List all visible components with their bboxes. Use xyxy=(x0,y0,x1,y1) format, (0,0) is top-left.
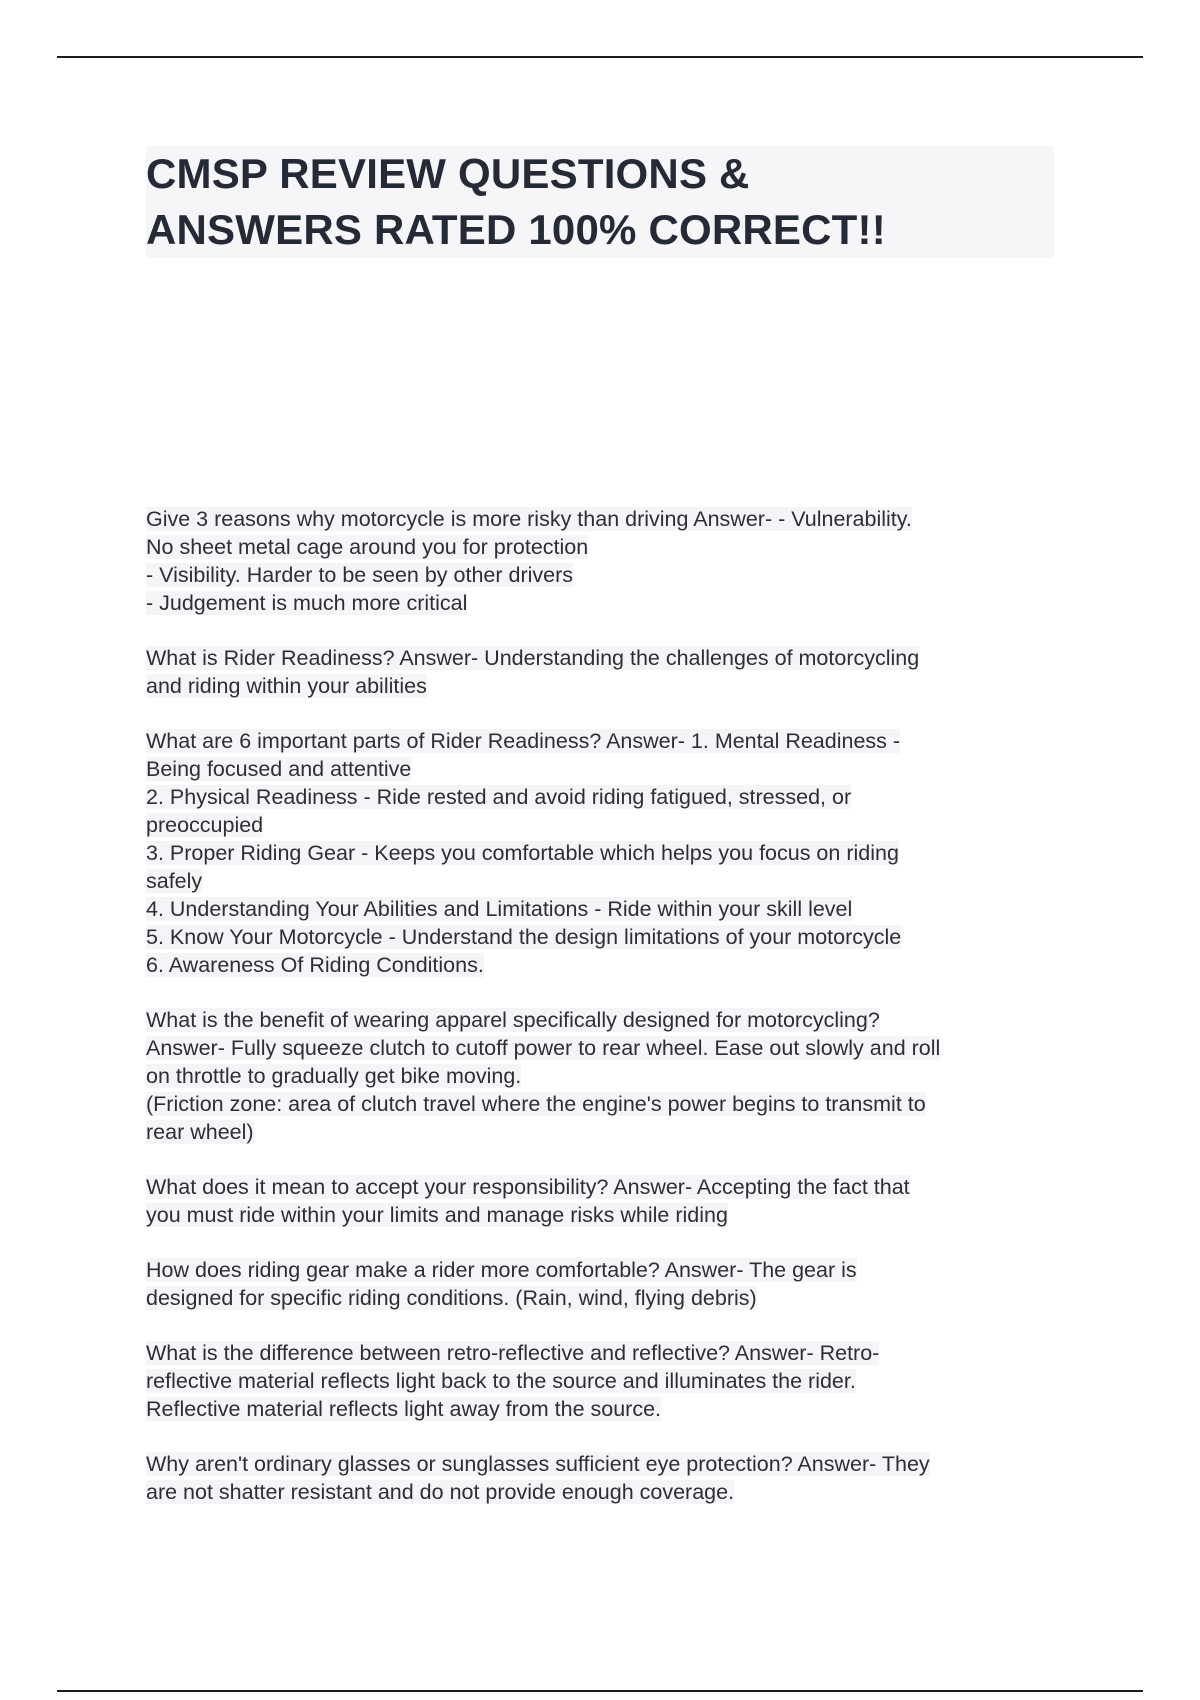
qa-item xyxy=(146,1173,1046,1229)
qa-line: Reflective material reflects light away from the source. xyxy=(146,1397,662,1421)
qa-line: 6. Awareness Of Riding Conditions. xyxy=(146,953,484,977)
qa-line: on throttle to gradually get bike moving. xyxy=(146,1064,522,1088)
qa-item xyxy=(146,727,1046,979)
qa-line: and riding within your abilities xyxy=(146,674,427,698)
qa-line: What is the benefit of wearing apparel specifically designed for motorcycling? xyxy=(146,1008,880,1032)
qa-item xyxy=(146,644,1046,700)
qa-line: 2. Physical Readiness - Ride rested and avoid riding fatigued, stressed, or xyxy=(146,785,852,809)
qa-line: reflective material reflects light back to the source and illuminates the rider. xyxy=(146,1369,856,1393)
qa-line: are not shatter resistant and do not provide enough coverage. xyxy=(146,1480,735,1504)
qa-line: Why aren't ordinary glasses or sunglasses sufficient eye protection? Answer- They xyxy=(146,1452,930,1476)
top-rule xyxy=(57,56,1143,58)
qa-line: - Visibility. Harder to be seen by other drivers xyxy=(146,563,573,587)
qa-line: safely xyxy=(146,869,203,893)
qa-line: Being focused and attentive xyxy=(146,757,412,781)
qa-line: - Judgement is much more critical xyxy=(146,591,468,615)
qa-item xyxy=(146,1006,1046,1146)
qa-line: What does it mean to accept your responsibility? Answer- Accepting the fact that xyxy=(146,1175,910,1199)
qa-line: What is the difference between retro-reflective and reflective? Answer- Retro- xyxy=(146,1341,880,1365)
title-line: ANSWERS RATED 100% CORRECT!! xyxy=(146,206,886,253)
qa-line: Give 3 reasons why motorcycle is more risky than driving Answer- - Vulnerability. xyxy=(146,507,912,531)
qa-item xyxy=(146,1339,1046,1423)
qa-item xyxy=(146,1450,1046,1506)
qa-list xyxy=(146,505,1046,1533)
qa-line: (Friction zone: area of clutch travel where the engine's power begins to transmit to xyxy=(146,1092,926,1116)
qa-line: 3. Proper Riding Gear - Keeps you comfortable which helps you focus on riding xyxy=(146,841,899,865)
bottom-rule xyxy=(57,1690,1143,1692)
qa-line: 4. Understanding Your Abilities and Limitations - Ride within your skill level xyxy=(146,897,853,921)
document-title xyxy=(146,146,1054,258)
qa-item xyxy=(146,1256,1046,1312)
title-line: CMSP REVIEW QUESTIONS & xyxy=(146,150,750,197)
qa-item xyxy=(146,505,1046,617)
qa-line: you must ride within your limits and manage risks while riding xyxy=(146,1203,728,1227)
qa-line: What is Rider Readiness? Answer- Understanding the challenges of motorcycling xyxy=(146,646,920,670)
qa-line: Answer- Fully squeeze clutch to cutoff power to rear wheel. Ease out slowly and roll xyxy=(146,1036,941,1060)
qa-line: 5. Know Your Motorcycle - Understand the design limitations of your motorcycle xyxy=(146,925,902,949)
qa-line: preoccupied xyxy=(146,813,264,837)
qa-line: How does riding gear make a rider more comfortable? Answer- The gear is xyxy=(146,1258,857,1282)
qa-line: What are 6 important parts of Rider Readiness? Answer- 1. Mental Readiness - xyxy=(146,729,901,753)
qa-line: rear wheel) xyxy=(146,1120,254,1144)
qa-line: No sheet metal cage around you for protection xyxy=(146,535,589,559)
qa-line: designed for specific riding conditions. (Rain, wind, flying debris) xyxy=(146,1286,757,1310)
